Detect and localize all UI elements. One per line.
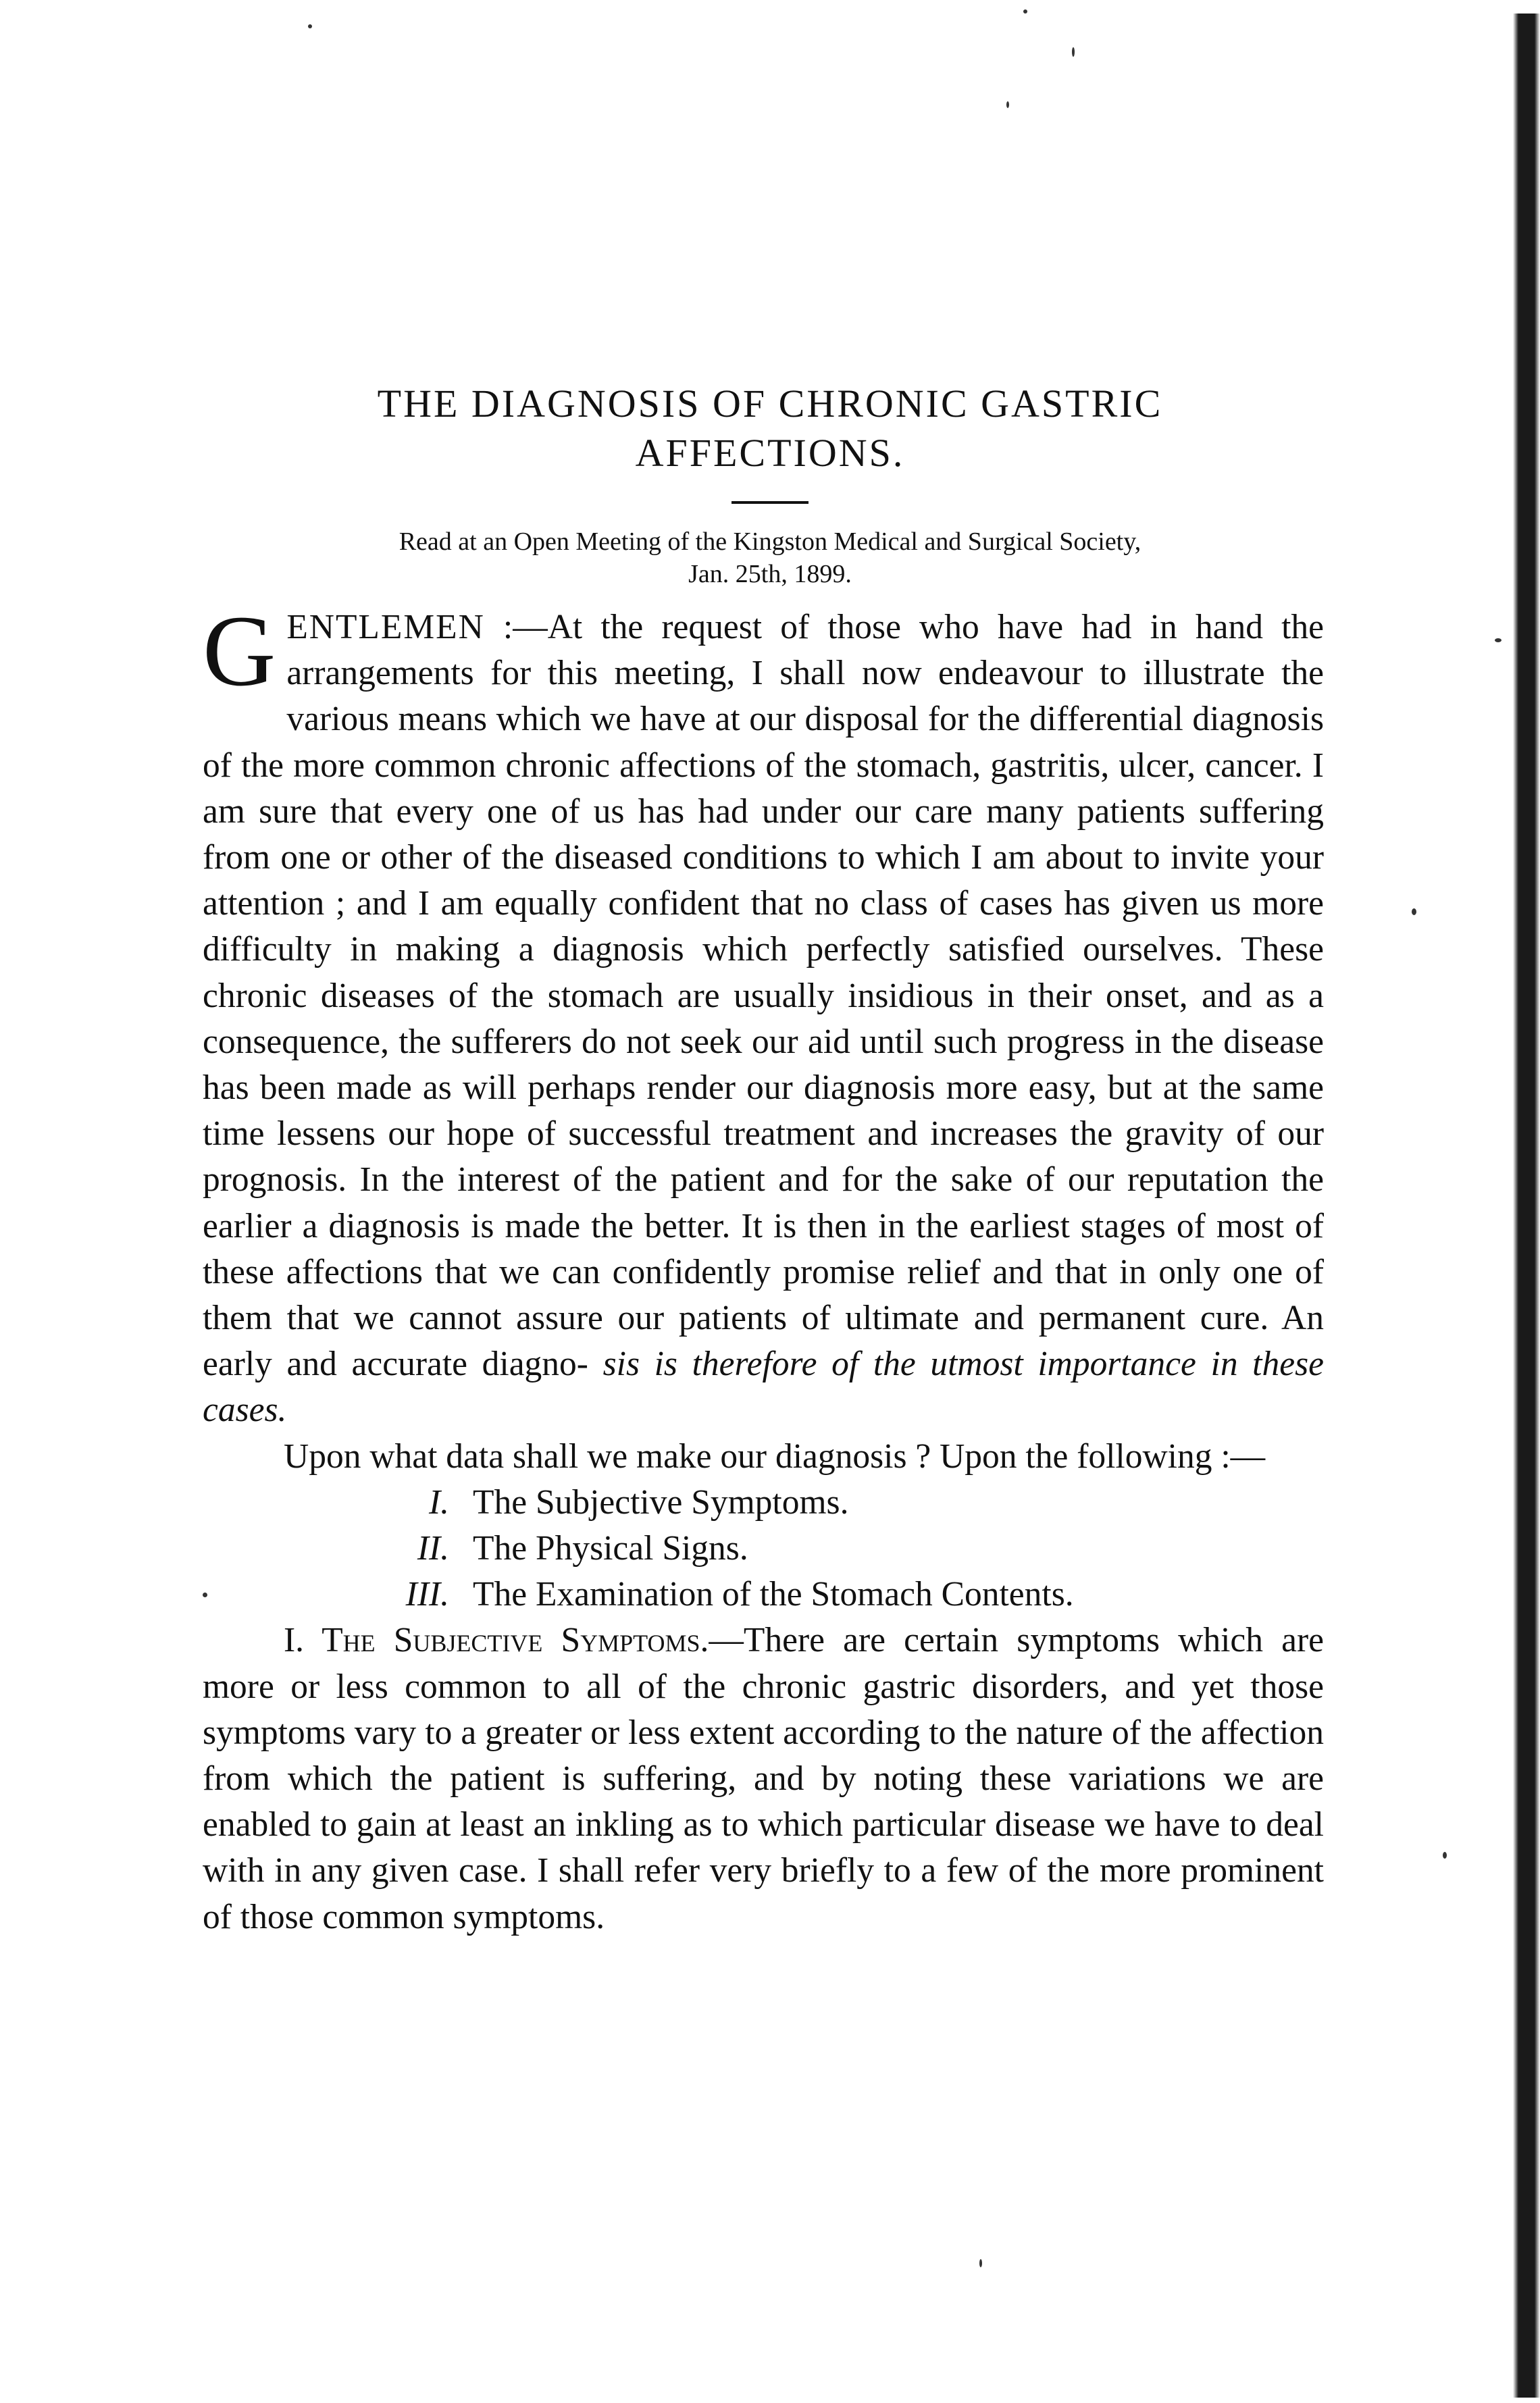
opening-caps: ENTLEMEN [286, 608, 485, 646]
paragraph-data-question: Upon what data shall we make our diagnosis ? Upon the following :— [284, 1437, 1266, 1476]
paragraph-opening [203, 595, 1325, 1434]
speck [979, 2259, 982, 2267]
article-title-line-2: AFFECTIONS. [635, 431, 905, 475]
speck [1443, 1852, 1447, 1859]
speck [1006, 101, 1009, 108]
speck [1495, 638, 1502, 642]
list-item [203, 1526, 1324, 1572]
list-numeral: II. [417, 1529, 449, 1568]
section-heading: I. The Subjective Symptoms. [284, 1621, 709, 1660]
list-numeral: III. [405, 1575, 449, 1614]
title-rule [732, 501, 808, 504]
article-body [203, 595, 1325, 1940]
byline-venue: Read at an Open Meeting of the Kingston Medical and Surgical Society, [399, 527, 1141, 556]
paragraph-1-body: :—At the request of those who have had in hand the arrangements for this meeting, I shall now endeavour to illustrate the various means which we have at our disposal for the differential diagnosis of the more common chronic affections of the stomach, gastritis, ulcer, cancer. I am sure that every one of us has had under our care many patients suffering from one or other of the diseased conditions to which I am about to invite your attention ; and I am equally confident that no class of cases has given us more difficulty in making a diagnosis which perfectly satisfied ourselves. These chronic diseases of the stomach are usually insidious in their onset, and as a consequence, the sufferers do not seek our aid until such progress in the disease has been made as will perhaps render our diagnosis more easy, but at the same time lessens our hope of successful treatment and increases the gravity of our prognosis. In the interest of the patient and for the sake of our reputation the earlier a diagnosis is made the better. It is then in the earliest stages of most of these affections that we can confidently promise relief and that in only one of them that we cannot assure our patients of ultimate and permanent cure. An early and accurate diagno- [203, 608, 1324, 1384]
list-item-text: The Examination of the Stomach Contents. [473, 1575, 1074, 1614]
paragraph-1-italic-tail: sis is therefore of the utmost importance in these cases. [203, 1345, 1325, 1430]
list-item [203, 1480, 1324, 1526]
byline-date: Jan. 25th, 1899. [688, 560, 852, 588]
list-item [203, 1572, 1324, 1618]
symptom-categories-list [203, 1480, 1324, 1618]
paragraph-subjective-symptoms [203, 1618, 1324, 1940]
drop-cap: G [203, 595, 276, 707]
speck [1072, 47, 1075, 57]
speck [1412, 908, 1416, 915]
list-numeral: I. [428, 1482, 449, 1522]
speck [308, 24, 312, 28]
binding-edge [1513, 14, 1540, 2398]
paragraph-3-body: —There are certain symptoms which are more or less common to all of the chronic gastric disorders, and yet those symptoms vary to a greater or less extent according to the nature of the affection from which the patient is suffering, and by noting these variations we are enabled to gain at least an inkling as to which particular disease we have to deal with in any given case. I shall refer very briefly to a few of the more prominent of those common symptoms. [203, 1621, 1324, 1936]
list-item-text: The Subjective Symptoms. [473, 1482, 849, 1522]
speck [1023, 9, 1027, 14]
list-item-text: The Physical Signs. [473, 1529, 748, 1568]
article-title-line-1: THE DIAGNOSIS OF CHRONIC GASTRIC [377, 382, 1163, 425]
